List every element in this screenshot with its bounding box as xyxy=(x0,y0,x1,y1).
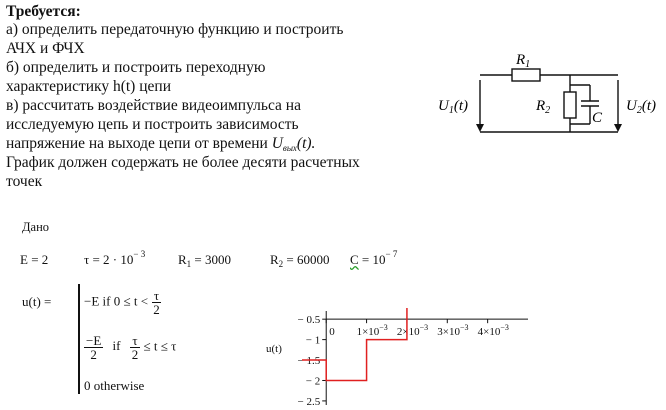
piecewise-brace xyxy=(78,284,80,394)
task-line: в) рассчитать воздействие видеоимпульса на xyxy=(6,97,301,114)
piecewise-lhs: u(t) = xyxy=(22,294,52,309)
y-axis-label: u(t) xyxy=(266,342,282,355)
x-tick-label: $3\times 10^{-3}$ xyxy=(437,323,469,339)
resistor-r2 xyxy=(564,92,576,118)
resistor-r1 xyxy=(512,69,540,81)
u1-arrowhead xyxy=(476,124,484,132)
piecewise-case-1: −E if 0 ≤ t < $\frac{\tau}{2}$ xyxy=(84,288,160,317)
chart-u-t xyxy=(262,308,532,408)
task-line: исследуемую цепь и построить зависимость xyxy=(6,116,299,133)
u1-label: $U_1(t)$ xyxy=(438,98,469,116)
task-line: а) определить передаточную функцию и построить xyxy=(6,21,344,38)
c-label: C xyxy=(592,110,603,126)
y-tick-label: − 0.5 xyxy=(297,314,321,327)
task-line: напряжение на выходе цепи от времени Uвых(t). xyxy=(6,135,316,153)
task-line: График должен содержать не более десяти расчетных xyxy=(6,154,360,171)
given-r2: $R_2 = 60000$ xyxy=(270,252,330,269)
task-line: точек xyxy=(6,173,43,190)
x-tick-label: 0 xyxy=(329,326,335,339)
r1-label: $R_1$ xyxy=(516,52,531,70)
piecewise-case-2: $\frac{-E}{2}$ if $\frac{\tau}{2}$ ≤ t ≤ τ xyxy=(86,333,177,362)
piecewise-case-3: 0 otherwise xyxy=(84,378,145,393)
given-tau: $\tau = 2 \cdot 10^{- 3}$ xyxy=(84,249,146,267)
u2-label: $U_2(t)$ xyxy=(626,98,657,116)
given-r1: $R_1 = 3000$ xyxy=(178,252,232,269)
x-tick-label: $2\times 10^{-3}$ xyxy=(396,323,429,339)
given-c: $C = 10^{- 7}$ xyxy=(350,249,398,267)
x-tick-label: $4\times 10^{-3}$ xyxy=(477,323,509,339)
task-title: Требуется: xyxy=(6,3,81,20)
uout-symbol: U xyxy=(271,135,283,152)
r2-label: $R_2$ xyxy=(536,98,551,116)
task-line: б) определить и построить переходную xyxy=(6,59,266,76)
y-tick-label: − 2.5 xyxy=(297,395,321,408)
y-tick-label: − 2 xyxy=(305,375,321,388)
y-tick-label: − 1.5 xyxy=(297,355,321,368)
u2-arrowhead xyxy=(614,124,622,132)
given-label: Дано xyxy=(22,220,50,234)
task-line: АЧХ и ФЧХ xyxy=(6,40,85,57)
y-tick-label: − 1 xyxy=(305,334,321,347)
x-tick-label: $1\times 10^{-3}$ xyxy=(356,323,388,339)
given-e: E = 2 xyxy=(20,252,49,267)
task-line: характеристику h(t) цепи xyxy=(6,78,171,95)
circuit-diagram xyxy=(430,40,666,150)
